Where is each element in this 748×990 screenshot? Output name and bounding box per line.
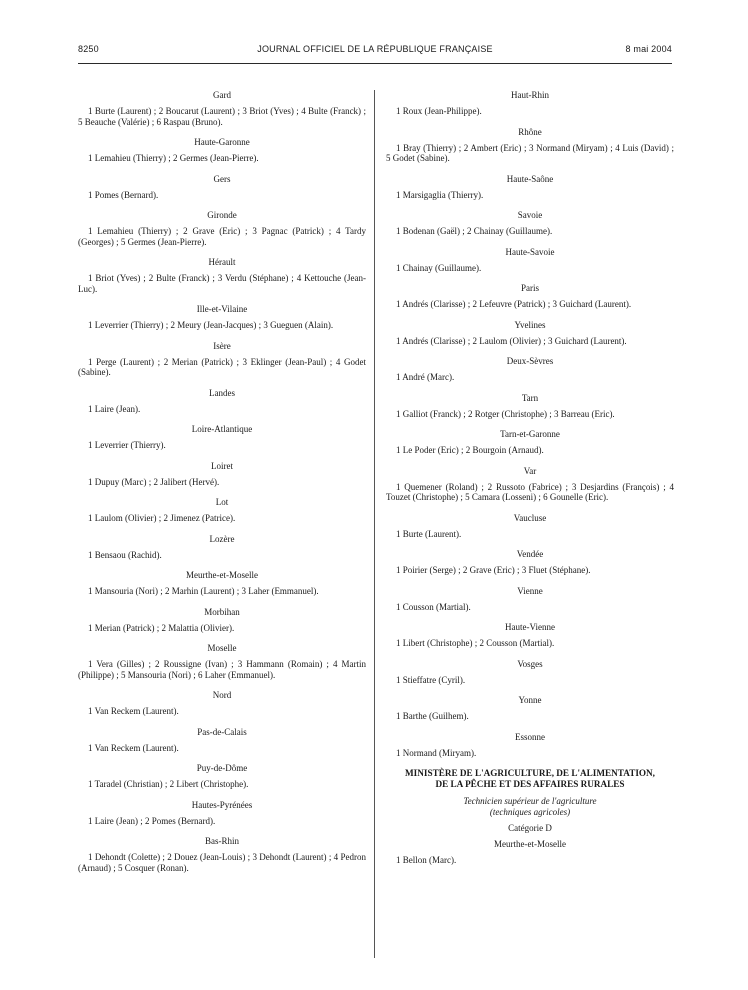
region-section xyxy=(386,586,674,613)
candidate-list: 1 Pomes (Bernard). xyxy=(88,189,159,200)
candidate-list: 1 Taradel (Christian) ; 2 Libert (Christophe). xyxy=(88,779,249,789)
region-heading: Loire-Atlantique xyxy=(191,424,253,434)
region-section xyxy=(386,839,674,866)
region-section xyxy=(386,320,674,347)
region-heading: Nord xyxy=(212,690,232,700)
candidate-list: 1 Laulom (Olivier) ; 2 Jimenez (Patrice). xyxy=(88,513,236,523)
region-heading: Lot xyxy=(215,497,229,507)
region-heading: Haut-Rhin xyxy=(511,90,549,100)
candidate-list: 1 Burte (Laurent) ; 2 Boucarut (Laurent) ; 3 Briot (Yves) ; 4 Bulte (Franck) ; 5 Beauche (Valérie) ; 6 Raspau (Bruno). xyxy=(78,106,366,127)
region-heading: Haute-Vienne xyxy=(505,622,555,632)
candidate-list: 1 Cousson (Martial). xyxy=(396,601,471,612)
region-heading: Hérault xyxy=(208,257,236,267)
candidate-list: 1 André (Marc). xyxy=(396,372,455,382)
region-section xyxy=(386,356,674,383)
candidate-list: 1 Merian (Patrick) ; 2 Malattia (Olivier). xyxy=(88,622,235,633)
candidate-list: 1 Andrés (Clarisse) ; 2 Laulom (Olivier) ; 3 Guichard (Laurent). xyxy=(396,335,627,346)
region-heading: Lozère xyxy=(209,533,235,544)
region-heading: Essonne xyxy=(515,731,545,742)
region-section xyxy=(78,534,366,561)
candidate-list: 1 Andrés (Clarisse) ; 2 Lefeuvre (Patrick) ; 3 Guichard (Laurent). xyxy=(396,299,632,309)
region-section xyxy=(386,549,674,576)
journal-title: JOURNAL OFFICIEL DE LA RÉPUBLIQUE FRANÇAISE xyxy=(257,44,493,54)
category-heading: Catégorie D xyxy=(508,823,552,833)
left-column xyxy=(78,90,366,873)
candidate-list: 1 Bodenan (Gaël) ; 2 Chainay (Guillaume). xyxy=(396,226,553,236)
region-heading: Meurthe-et-Moselle xyxy=(186,570,258,580)
region-heading: Bas-Rhin xyxy=(204,836,239,846)
region-section xyxy=(78,90,366,127)
region-heading: Tarn-et-Garonne xyxy=(500,429,560,439)
region-section xyxy=(78,570,366,597)
region-section xyxy=(78,174,366,201)
candidate-list: 1 Bensaou (Rachid). xyxy=(88,549,162,560)
region-section xyxy=(78,727,366,754)
region-section xyxy=(386,283,674,310)
publication-date: 8 mai 2004 xyxy=(625,44,672,54)
candidate-list: 1 Leverrier (Thierry). xyxy=(88,440,166,450)
region-section xyxy=(78,424,366,451)
candidate-list: 1 Roux (Jean-Philippe). xyxy=(396,106,482,116)
candidate-list: 1 Stieffatre (Cyril). xyxy=(396,674,466,685)
ministry-title-line: MINISTÈRE DE L'AGRICULTURE, DE L'ALIMENTATION, xyxy=(405,768,655,778)
candidate-list: 1 Normand (Miryam). xyxy=(396,747,477,758)
region-heading: Isère xyxy=(213,340,231,351)
region-section xyxy=(386,659,674,686)
candidate-list: 1 Dehondt (Colette) ; 2 Douez (Jean-Louis) ; 3 Dehondt (Laurent) ; 4 Pedron (Arnaud) ; 5 Cosquer (Ronan). xyxy=(78,852,366,873)
region-heading: Puy-de-Dôme xyxy=(196,763,248,773)
region-heading: Haute-Saône xyxy=(506,173,554,184)
region-heading: Vienne xyxy=(517,585,543,596)
right-column xyxy=(386,90,674,866)
candidate-list: 1 Quemener (Roland) ; 2 Russoto (Fabrice) ; 3 Desjardins (François) ; 4 Touzet (Christophe) ; 5 Camara (Losseni) ; 6 Gounelle (Eric). xyxy=(386,481,674,502)
region-heading: Morbihan xyxy=(204,606,240,617)
region-section xyxy=(386,622,674,649)
region-heading: Hautes-Pyrénées xyxy=(191,799,253,810)
region-section xyxy=(386,127,674,164)
region-heading: Pas-de-Calais xyxy=(197,726,247,737)
region-heading: Loiret xyxy=(211,460,233,471)
candidate-list: 1 Chainay (Guillaume). xyxy=(396,262,482,273)
region-heading: Vendée xyxy=(516,549,544,559)
candidate-list: 1 Bellon (Marc). xyxy=(396,855,457,865)
exam-subtitle xyxy=(386,796,674,817)
region-section xyxy=(78,690,366,717)
ministry-title xyxy=(386,768,674,790)
page-number: 8250 xyxy=(78,44,99,54)
candidate-list: 1 Le Poder (Eric) ; 2 Bourgoin (Arnaud). xyxy=(396,445,544,455)
region-heading: Var xyxy=(523,465,537,476)
candidate-list: 1 Laire (Jean) ; 2 Pomes (Bernard). xyxy=(88,815,216,826)
candidate-list: 1 Galliot (Franck) ; 2 Rotger (Christophe) ; 3 Barreau (Eric). xyxy=(396,408,615,419)
region-heading: Landes xyxy=(209,387,235,398)
candidate-list: 1 Vera (Gilles) ; 2 Roussigne (Ivan) ; 3 Hammann (Romain) ; 4 Martin (Philippe) ; 5 Mansouria (Nori) ; 6 Laher (Emmanuel). xyxy=(78,659,366,680)
region-heading: Haute-Savoie xyxy=(505,246,555,257)
region-section xyxy=(386,90,674,117)
column-divider xyxy=(374,90,375,958)
region-section xyxy=(78,257,366,294)
candidate-list: 1 Van Reckem (Laurent). xyxy=(88,742,179,753)
region-section xyxy=(386,210,674,237)
region-heading: Deux-Sèvres xyxy=(506,356,554,366)
region-section xyxy=(78,304,366,331)
region-section xyxy=(78,763,366,790)
region-section xyxy=(78,341,366,378)
region-section xyxy=(78,210,366,247)
candidate-list: 1 Libert (Christophe) ; 2 Cousson (Martial). xyxy=(396,638,555,648)
region-heading: Vaucluse xyxy=(513,512,547,523)
region-heading: Gironde xyxy=(207,210,237,220)
region-section xyxy=(386,247,674,274)
region-section xyxy=(386,174,674,201)
region-section xyxy=(78,137,366,164)
region-heading: Meurthe-et-Moselle xyxy=(494,839,566,849)
region-heading: Gard xyxy=(213,90,231,100)
region-section xyxy=(78,388,366,415)
region-heading: Savoie xyxy=(517,210,543,220)
candidate-list: 1 Van Reckem (Laurent). xyxy=(88,706,179,716)
ministry-title-line: DE LA PÊCHE ET DES AFFAIRES RURALES xyxy=(435,779,625,789)
candidate-list: 1 Laire (Jean). xyxy=(88,403,141,414)
region-section xyxy=(386,393,674,420)
exam-subtitle-line: Technicien supérieur de l'agriculture xyxy=(463,796,597,806)
candidate-list: 1 Burte (Laurent). xyxy=(396,528,462,539)
region-section xyxy=(78,643,366,680)
region-section xyxy=(78,607,366,634)
candidate-list: 1 Briot (Yves) ; 2 Bulte (Franck) ; 3 Verdu (Stéphane) ; 4 Kettouche (Jean-Luc). xyxy=(78,273,366,294)
region-heading: Paris xyxy=(521,283,539,293)
region-section xyxy=(78,800,366,827)
candidate-list: 1 Leverrier (Thierry) ; 2 Meury (Jean-Jacques) ; 3 Gueguen (Alain). xyxy=(88,320,334,330)
region-section xyxy=(386,513,674,540)
candidate-list: 1 Mansouria (Nori) ; 2 Marhin (Laurent) ; 3 Laher (Emmanuel). xyxy=(88,586,319,596)
candidate-list: 1 Lemahieu (Thierry) ; 2 Germes (Jean-Pierre). xyxy=(88,153,259,163)
region-heading: Yonne xyxy=(518,695,542,705)
region-heading: Rhône xyxy=(518,126,542,137)
region-heading: Vosges xyxy=(517,658,543,669)
region-section xyxy=(78,497,366,524)
candidate-list: 1 Marsigaglia (Thierry). xyxy=(396,189,484,200)
header-rule xyxy=(78,63,672,64)
region-heading: Yvelines xyxy=(514,319,546,330)
candidate-list: 1 Dupuy (Marc) ; 2 Jalibert (Hervé). xyxy=(88,476,220,487)
region-heading: Tarn xyxy=(521,392,539,403)
region-section xyxy=(386,695,674,722)
region-heading: Ille-et-Vilaine xyxy=(196,304,248,314)
region-heading: Moselle xyxy=(207,643,237,653)
region-heading: Haute-Garonne xyxy=(194,137,250,147)
page-header xyxy=(78,44,672,58)
region-section xyxy=(386,429,674,456)
region-heading: Gers xyxy=(213,173,231,184)
candidate-list: 1 Barthe (Guilhem). xyxy=(396,711,469,721)
exam-subtitle-line: (techniques agricoles) xyxy=(489,806,571,817)
candidate-list: 1 Poirier (Serge) ; 2 Grave (Eric) ; 3 Fluet (Stéphane). xyxy=(396,565,591,575)
region-section xyxy=(78,461,366,488)
region-section xyxy=(386,732,674,759)
region-section xyxy=(78,836,366,873)
candidate-list: 1 Perge (Laurent) ; 2 Merian (Patrick) ; 3 Eklinger (Jean-Paul) ; 4 Godet (Sabine). xyxy=(78,356,366,377)
region-section xyxy=(386,466,674,503)
candidate-list: 1 Lemahieu (Thierry) ; 2 Grave (Eric) ; 3 Pagnac (Patrick) ; 4 Tardy (Georges) ; 5 Germes (Jean-Pierre). xyxy=(78,226,366,247)
candidate-list: 1 Bray (Thierry) ; 2 Ambert (Eric) ; 3 Normand (Miryam) ; 4 Luis (David) ; 5 Godet (Sabine). xyxy=(386,142,674,163)
